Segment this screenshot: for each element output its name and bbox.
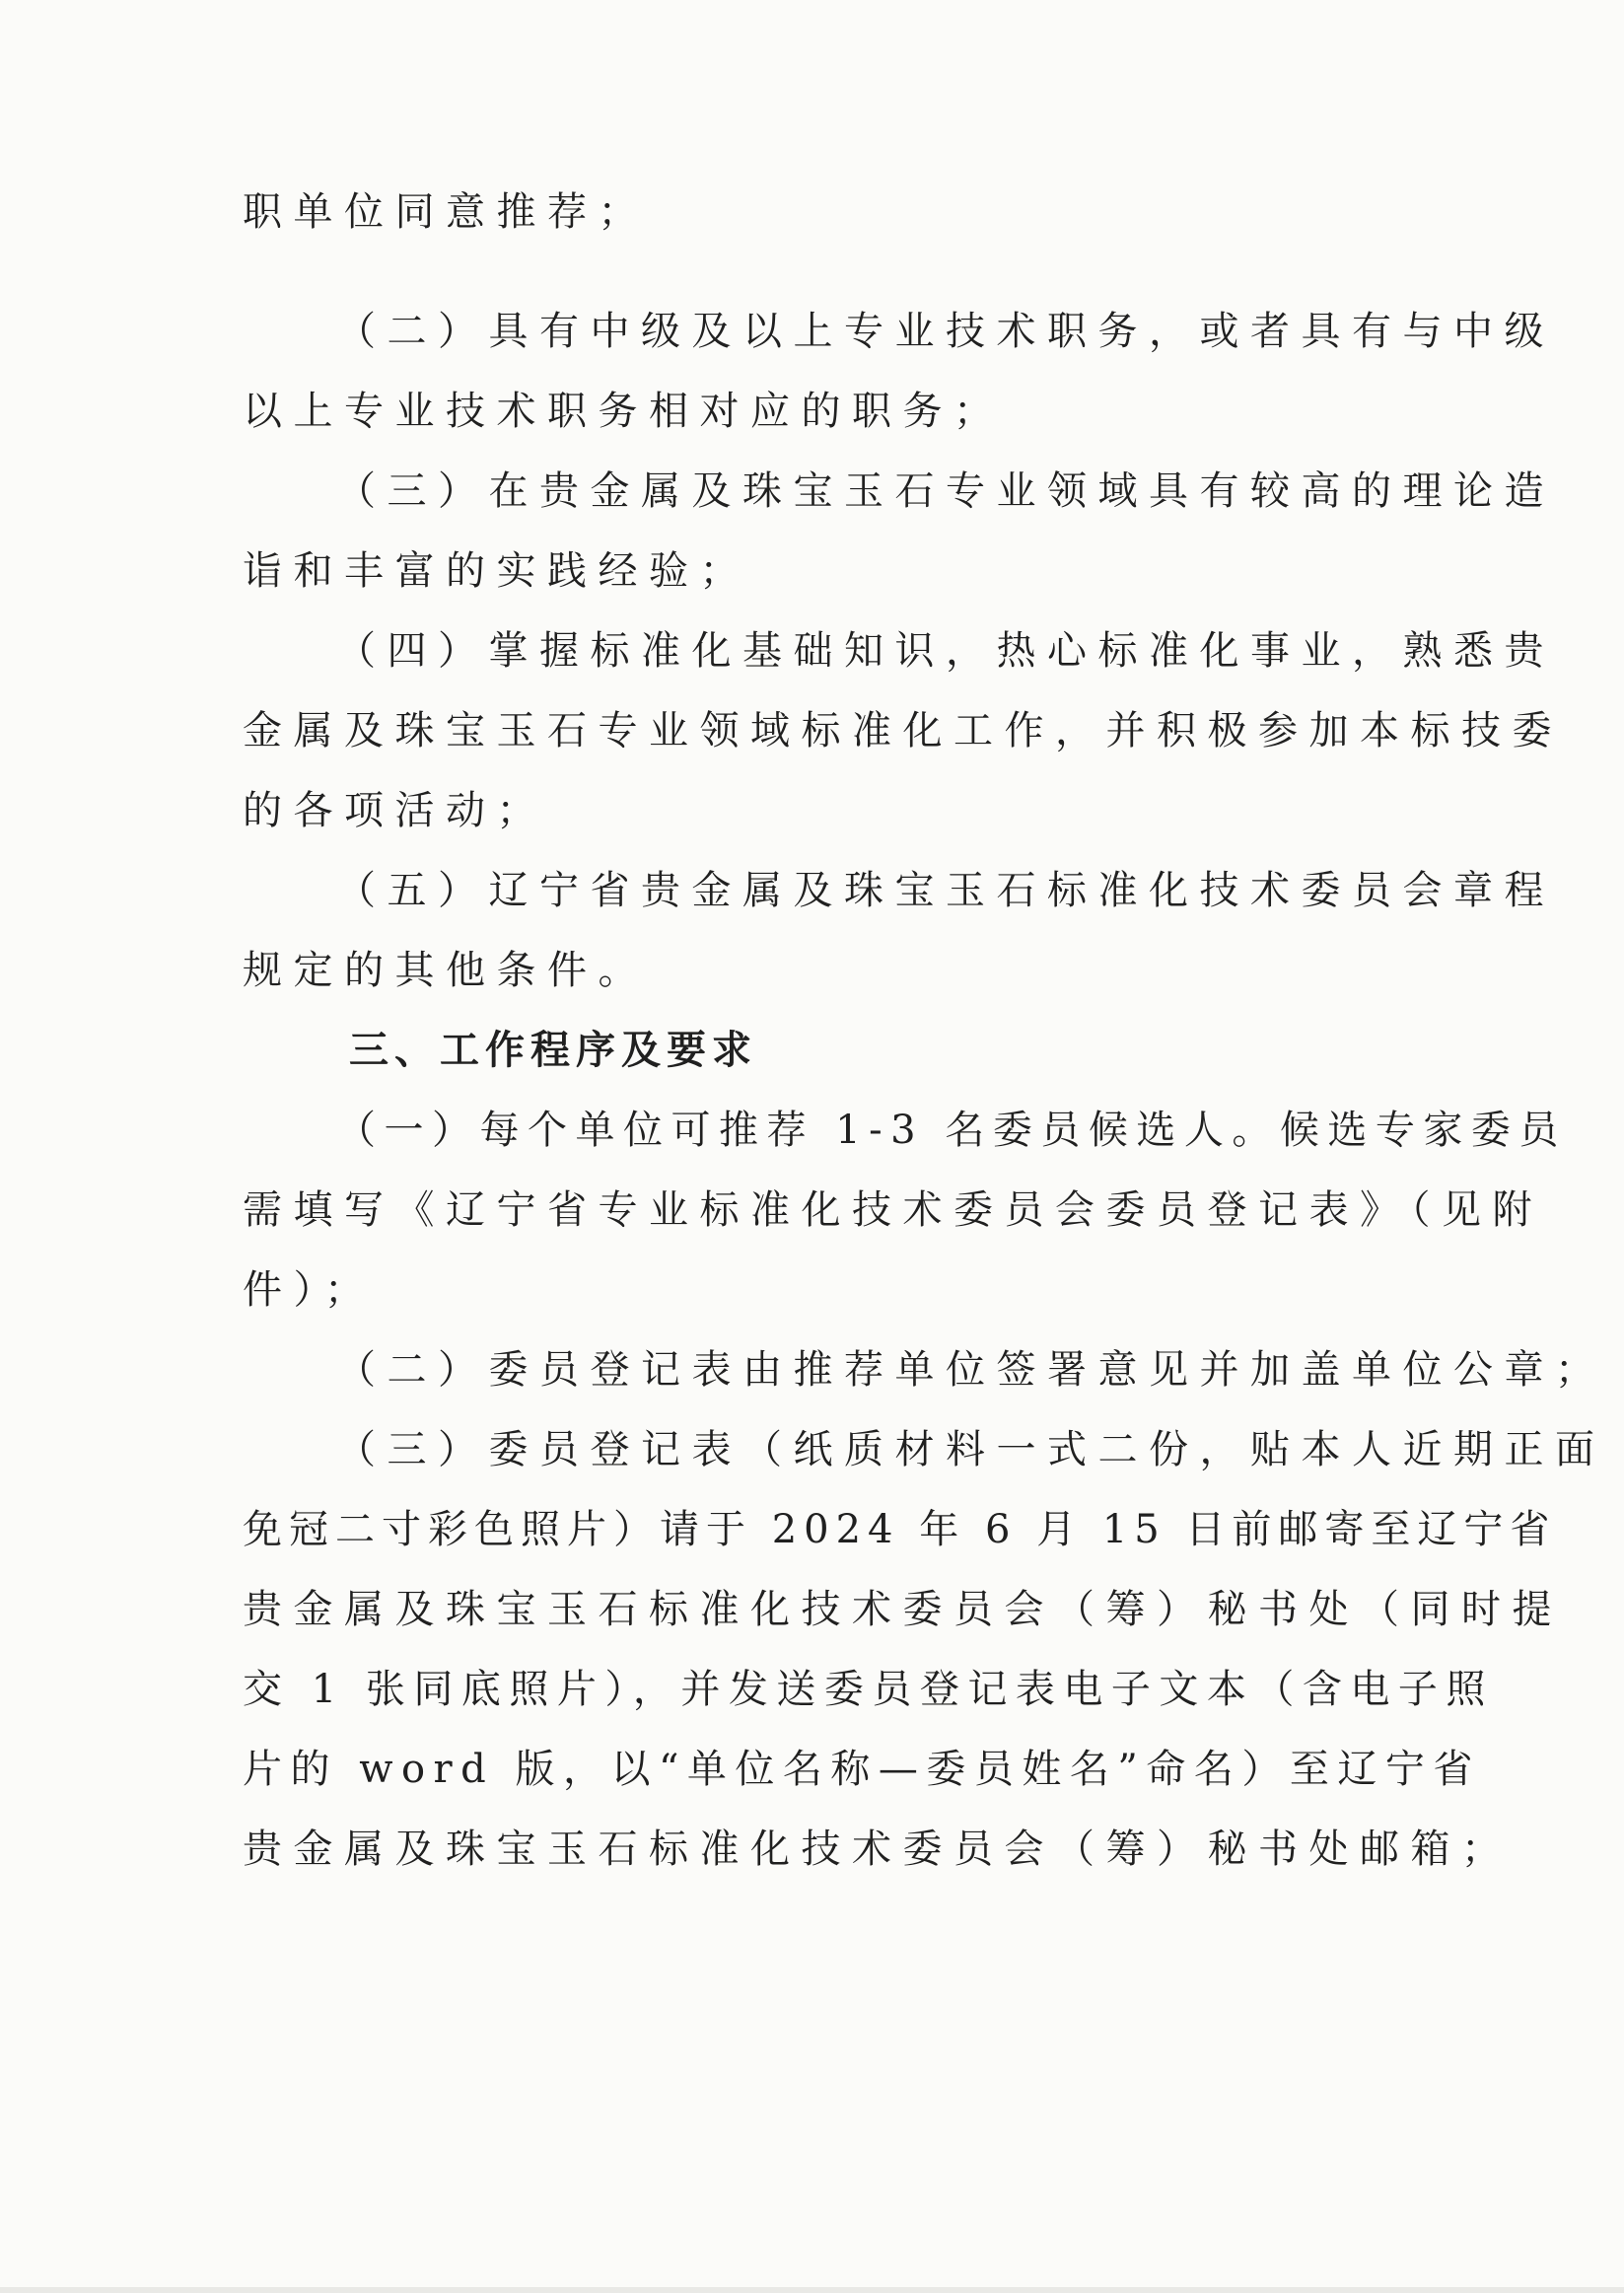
paragraph-line: （三）委员登记表（纸质材料一式二份，贴本人近期正面 — [336, 1427, 1606, 1472]
paragraph-line: （二）委员登记表由推荐单位签署意见并加盖单位公章； — [336, 1347, 1606, 1393]
paragraph-line: 免冠二寸彩色照片）请于 2024 年 6 月 15 日前邮寄至辽宁省 — [243, 1507, 1557, 1552]
paragraph-line: （五）辽宁省贵金属及珠宝玉石标准化技术委员会章程 — [336, 868, 1555, 913]
paragraph-line: （三）在贵金属及珠宝玉石专业领域具有较高的理论造 — [336, 468, 1555, 514]
paragraph-line: 诣和丰富的实践经验； — [243, 548, 750, 594]
paragraph-line: （四）掌握标准化基础知识，热心标准化事业，熟悉贵 — [336, 628, 1555, 674]
paragraph-line: 贵金属及珠宝玉石标准化技术委员会（筹）秘书处邮箱； — [243, 1827, 1513, 1872]
paragraph-line: 需填写《辽宁省专业标准化技术委员会委员登记表》（见附 — [243, 1187, 1543, 1233]
paragraph-line: 规定的其他条件。 — [243, 948, 649, 993]
paragraph-line: 交 1 张同底照片），并发送委员登记表电子文本（含电子照 — [243, 1667, 1494, 1712]
paragraph-line: 贵金属及珠宝玉石标准化技术委员会（筹）秘书处（同时提 — [243, 1587, 1563, 1632]
paragraph-line: 的各项活动； — [243, 788, 547, 833]
paragraph-line: （二）具有中级及以上专业技术职务，或者具有与中级 — [336, 309, 1555, 354]
section-heading: 三、工作程序及要求 — [349, 1028, 757, 1073]
paragraph-line: 件）； — [243, 1267, 376, 1313]
paragraph-line: 以上专业技术职务相对应的职务； — [243, 389, 1005, 434]
page-bottom-edge — [0, 2287, 1624, 2293]
paragraph-line: 片的 word 版，以“单位名称—委员姓名”命名）至辽宁省 — [243, 1747, 1481, 1792]
paragraph-line: 金属及珠宝玉石专业领域标准化工作，并积极参加本标技委 — [243, 708, 1563, 753]
paragraph-line: 职单位同意推荐； — [243, 189, 649, 235]
paragraph-line: （一）每个单位可推荐 1-3 名委员候选人。候选专家委员 — [336, 1108, 1567, 1153]
